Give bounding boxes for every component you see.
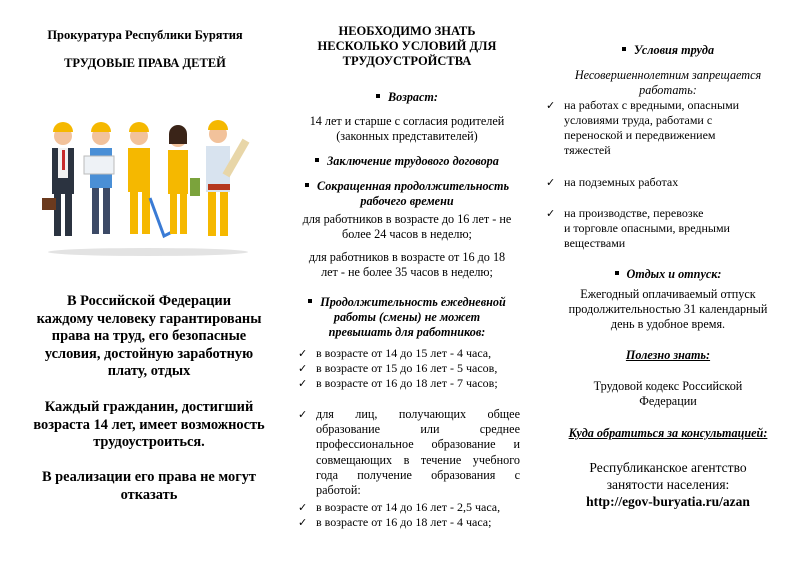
- rest-text-line: продолжительностью 31 календарный: [568, 302, 768, 317]
- labor-code-line: Федерации: [639, 394, 697, 409]
- study-line: для лиц, получающих общее: [316, 407, 520, 421]
- shift-label-line: превышать для работников:: [328, 325, 486, 340]
- list-item-text: [564, 206, 730, 251]
- rest-label-text: Отдых и отпуск:: [626, 267, 722, 281]
- list-item-text: в возрасте от 15 до 16 лет - 5 часов,: [316, 361, 498, 375]
- rights-line: каждому человеку гарантированы: [36, 310, 262, 327]
- bullet-square-icon: [622, 47, 626, 51]
- bullet-square-icon: [376, 94, 380, 98]
- list-item-line: на работах с вредными, опасными: [564, 98, 740, 112]
- refusal-line: В реализации его права не могут: [41, 469, 257, 485]
- rest-text-line: день в удобное время.: [610, 317, 726, 332]
- bullet-square-icon: [308, 299, 312, 303]
- age-line: возраста 14 лет, имеет возможность: [33, 416, 265, 433]
- bullet-square-icon: [305, 183, 309, 187]
- workers-illustration: [38, 108, 258, 258]
- list-item-line: тяжестей: [564, 143, 611, 157]
- rest-text: [536, 287, 800, 333]
- middle-panel: [282, 0, 532, 565]
- check-icon: ✓: [298, 408, 308, 421]
- shift-label-line: Продолжительность ежедневной: [320, 295, 506, 309]
- age-text-line: 14 лет и старше с согласия родителей: [309, 114, 505, 128]
- conditions-heading: [282, 24, 532, 69]
- work-conditions-label: [536, 43, 800, 58]
- agency-text: [536, 459, 800, 493]
- useful-label: Полезно знать:: [625, 348, 711, 362]
- list-item-line: на производстве, перевозке: [564, 206, 704, 220]
- list-item-line: на подземных работах: [564, 175, 679, 189]
- check-icon: ✓: [298, 516, 308, 529]
- study-line: работой:: [316, 483, 361, 498]
- rights-line: условия, достойную заработную: [44, 345, 254, 362]
- forbidden-label: [536, 68, 800, 98]
- reduced-text-18: [282, 250, 532, 280]
- list-item-line: и торговле опасными, вредными: [564, 221, 730, 235]
- list-item-text: [564, 175, 678, 190]
- reduced-text-line: более 24 часов в неделю;: [342, 227, 472, 242]
- list-item-text: в возрасте от 14 до 16 лет - 2,5 часа,: [316, 500, 501, 514]
- forbidden-line: Несовершеннолетним запрещается: [574, 68, 762, 82]
- heading-line: ТРУДОУСТРОЙСТВА: [342, 54, 472, 68]
- study-block: [298, 407, 520, 498]
- rights-line: права на труд, его безопасные: [51, 328, 247, 344]
- study-line: образование или среднее: [316, 422, 520, 437]
- reduced-time-label: [282, 179, 532, 209]
- check-icon: ✓: [298, 377, 308, 390]
- check-icon: ✓: [298, 362, 308, 375]
- age-label: [282, 90, 532, 105]
- list-item-text: [564, 98, 739, 158]
- shift-label-line: работы (смены) не может: [333, 310, 481, 325]
- check-icon: ✓: [298, 347, 308, 360]
- study-line: года получение образования с: [316, 467, 520, 482]
- heading-line: НЕСКОЛЬКО УСЛОВИЙ ДЛЯ: [317, 39, 497, 53]
- labor-code-line: Трудовой кодекс Российской: [593, 379, 743, 393]
- shift-label: [282, 295, 532, 341]
- list-item-line: условиями труда, работами с: [564, 113, 713, 127]
- check-icon: ✓: [546, 99, 556, 112]
- check-icon: ✓: [546, 176, 556, 189]
- reduced-text-line: для работников в возрасте до 16 лет - не: [302, 212, 512, 226]
- rest-label: [536, 267, 800, 282]
- bullet-square-icon: [615, 271, 619, 275]
- reduced-text-16: [282, 212, 532, 242]
- reduced-text-line: лет - не более 35 часов в неделю;: [321, 265, 493, 280]
- list-item-line: переноской и передвижением: [564, 128, 716, 142]
- reduced-text-line: для работников в возрасте от 16 до 18: [308, 250, 506, 264]
- reduced-label-line: Сокращенная продолжительность: [316, 179, 510, 193]
- rights-line: плату, отдых: [107, 363, 191, 379]
- agency-line: Республиканское агентство: [589, 460, 747, 475]
- work-conditions-text: Условия труда: [633, 43, 715, 57]
- left-panel: [0, 0, 290, 565]
- agency-url-link[interactable]: http://egov-buryatia.ru/azan: [586, 494, 750, 509]
- study-line: совмещающих в течение учебного: [316, 452, 520, 467]
- age-text-line: (законных представителей): [336, 129, 478, 144]
- age-line: Каждый гражданин, достигший: [44, 399, 254, 415]
- forbidden-line: работать:: [639, 83, 697, 98]
- agency-line: занятости населения:: [606, 477, 730, 492]
- organization-name: Прокуратура Республики Бурятия: [47, 28, 243, 42]
- list-item-text: в возрасте от 14 до 15 лет - 4 часа,: [316, 346, 492, 360]
- rest-text-line: Ежегодный оплачиваемый отпуск: [580, 287, 756, 301]
- reduced-label-line: рабочего времени: [360, 194, 454, 209]
- age-text: [282, 114, 532, 144]
- contract-label: [282, 154, 532, 169]
- age-line: трудоустроиться.: [93, 434, 205, 450]
- bullet-square-icon: [315, 158, 319, 162]
- contract-label-text: Заключение трудового договора: [327, 154, 499, 168]
- list-item-line: веществами: [564, 236, 626, 250]
- heading-line: НЕОБХОДИМО ЗНАТЬ: [338, 24, 476, 38]
- page-title: ТРУДОВЫЕ ПРАВА ДЕТЕЙ: [64, 56, 226, 70]
- age-label-text: Возраст:: [388, 90, 438, 104]
- refusal-line: отказать: [120, 486, 178, 503]
- right-panel: [536, 0, 800, 565]
- consult-label: Куда обратиться за консультацией:: [568, 426, 768, 440]
- list-item-text: в возрасте от 16 до 18 лет - 4 часа;: [316, 515, 492, 529]
- check-icon: ✓: [546, 207, 556, 220]
- list-item-text: в возрасте от 16 до 18 лет - 7 часов;: [316, 376, 498, 390]
- rights-line: В Российской Федерации: [66, 293, 232, 309]
- labor-code-text: [536, 379, 800, 409]
- check-icon: ✓: [298, 501, 308, 514]
- study-line: профессиональное образование и: [316, 437, 520, 452]
